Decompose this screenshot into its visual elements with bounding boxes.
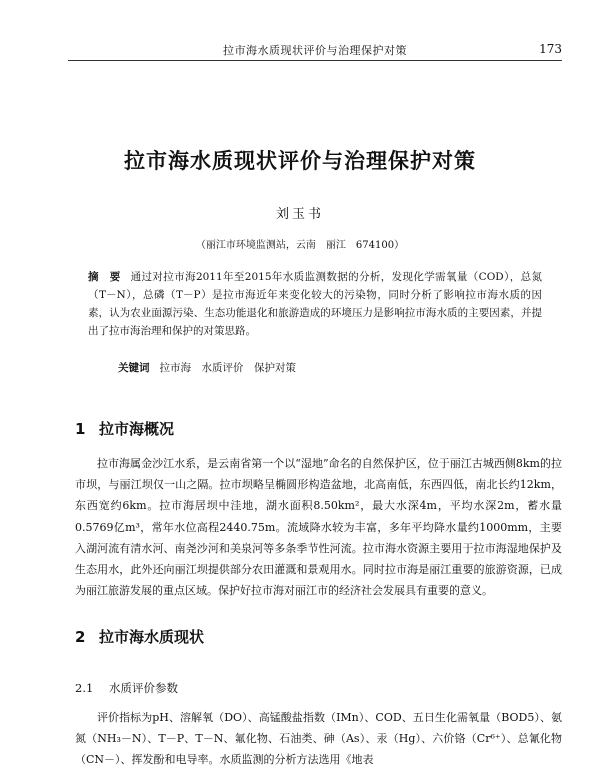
section-title: 拉市海水质现状 [99, 628, 205, 646]
paper-title: 拉市海水质现状评价与治理保护对策 [124, 148, 476, 173]
section-heading-2 [75, 626, 204, 647]
keywords [118, 360, 542, 375]
subsection-2-1-paragraph: 评价指标为pH、溶解氧（DO）、高锰酸盐指数（IMn）、COD、五日生化需氧量（BOD5）、氨氮（NH₃－N）、T－P、T－N、氟化物、石油类、砷（As）、汞（Hg）、六价铬（Cr⁶⁺）、总氰化物（CN－）、挥发酚和电导率。水质监测的分析方法选用《地表 [75, 711, 562, 767]
section-number: 2 [75, 628, 86, 646]
running-header [68, 40, 562, 61]
affiliation: （丽江市环境监测站，云南 丽江 674100） [195, 240, 405, 251]
page-number: 173 [539, 42, 562, 56]
section-number: 1 [75, 420, 86, 438]
author: 刘玉书 [275, 207, 324, 222]
section-title: 拉市海概况 [99, 420, 175, 438]
keywords-label: 关键词 [118, 362, 150, 374]
section-1-paragraph: 拉市海属金沙江水系，是云南省第一个以“湿地”命名的自然保护区，位于丽江古城西侧8km的拉市坝，与丽江坝仅一山之隔。拉市坝略呈椭圆形构造盆地，北高南低，东西四低，南北长约12km，东西宽约6km。拉市海居坝中洼地，湖水面积8.50km²，最大水深4m，平均水深2m，蓄水量0.5769亿m³，常年水位高程2440.75m。流域降水较为丰富，多年平均降水量约1000mm，主要入湖河流有清水河、南尧沙河和美泉河等多条季节性河流。拉市海水资源主要用于拉市海湿地保护及生态用水，此外还向丽江坝提供部分农田灌溉和景观用水。同时拉市海是丽江重要的旅游资源，已成为丽江旅游发展的重点区域。保护好拉市海对丽江市的经济社会发展具有重要的意义。 [75, 457, 562, 598]
section-heading-1 [75, 418, 174, 439]
subsection-title: 水质评价参数 [109, 681, 178, 695]
running-title: 拉市海水质现状评价与治理保护对策 [223, 44, 407, 57]
abstract [88, 268, 542, 340]
abstract-label: 摘 要 [88, 271, 121, 283]
abstract-text: 通过对拉市海2011年至2015年水质监测数据的分析，发现化学需氧量（COD），总氮（T－N），总磷（T－P）是拉市海近年来变化较大的污染物，同时分析了影响拉市海水质的因素，认为农业面源污染、生态功能退化和旅游造成的环境压力是影响拉市海水质的主要因素，并提出了拉市海治理和保护的对策思路。 [88, 271, 542, 337]
subsection-heading-2-1 [75, 680, 178, 696]
keywords-text: 拉市海 水质评价 保护对策 [159, 362, 296, 374]
subsection-number: 2.1 [75, 681, 94, 695]
